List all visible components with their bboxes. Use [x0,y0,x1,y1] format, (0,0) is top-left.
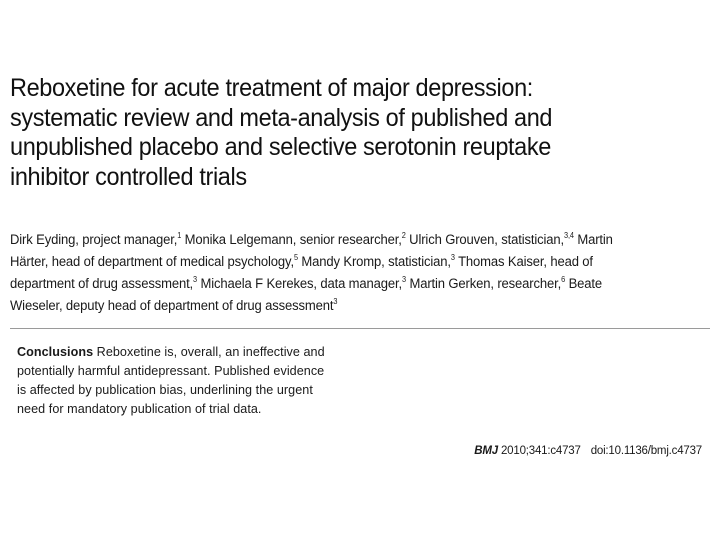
title-line-3: unpublished placebo and selective serotonin reuptake [10,133,551,161]
author-text: Wieseler, deputy head of department of drug assessment [10,298,334,314]
author-text: Ulrich Grouven, statistician, [405,232,565,248]
conclusions-line-2: potentially harmful antidepressant. Published evidence [17,364,325,378]
conclusions-heading: Conclusions [17,345,94,359]
author-list [10,229,691,317]
journal-name: BMJ [474,445,498,457]
affiliation-marker: 5 [293,253,298,262]
author-text: department of drug assessment, [10,276,194,292]
author-text: Härter, head of department of medical psychology, [10,254,294,270]
author-text: Thomas Kaiser, head of [454,254,593,270]
citation [474,444,702,458]
citation-reference: 2010;341:c4737 [497,445,581,457]
author-text: Beate [565,276,603,292]
title-line-1: Reboxetine for acute treatment of major depression: [10,74,533,102]
affiliation-marker: 6 [561,275,566,284]
author-line-4 [10,295,691,317]
affiliation-marker: 3 [402,275,406,284]
doi-text: doi:10.1136/bmj.c4737 [590,445,702,457]
author-text: Michaela F Kerekes, data manager, [197,276,403,292]
article-title [10,74,659,192]
affiliation-marker: 3,4 [564,231,574,240]
author-text: Martin [573,232,613,248]
author-line-2 [10,251,691,273]
author-text: Martin Gerken, researcher, [405,276,562,292]
author-text: Mandy Kromp, statistician, [297,254,451,270]
conclusions-line-3: is affected by publication bias, underlining the urgent [17,383,313,397]
conclusions-text: Reboxetine is, overall, an ineffective and [93,345,325,359]
author-line-3 [10,273,691,295]
affiliation-marker: 3 [333,297,338,306]
author-text: Monika Lelgemann, senior researcher, [181,232,402,248]
author-line-1 [10,229,691,251]
affiliation-marker: 2 [401,231,406,240]
affiliation-marker: 1 [177,231,182,240]
title-line-2: systematic review and meta-analysis of published and [10,103,553,132]
conclusions-line-4: need for mandatory publication of trial data. [17,402,262,416]
conclusions-abstract [17,343,377,419]
section-divider [10,328,710,329]
affiliation-marker: 3 [193,275,198,284]
title-line-4: inhibitor controlled trials [10,162,247,191]
affiliation-marker: 3 [450,253,455,262]
author-text: Dirk Eyding, project manager, [10,232,178,248]
conclusions-line-1 [17,343,377,362]
